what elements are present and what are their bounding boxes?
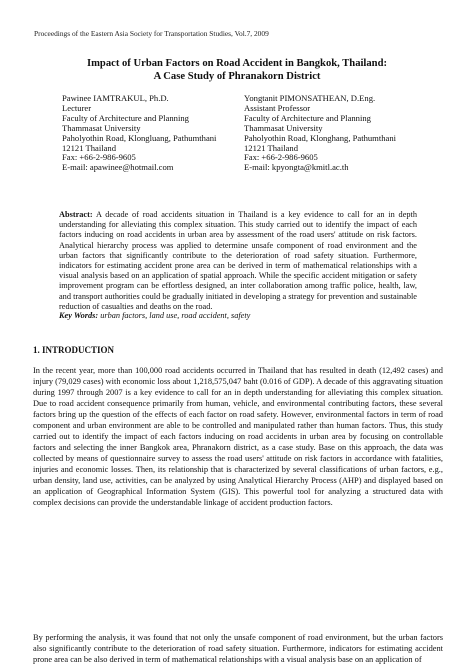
author-faculty: Faculty of Architecture and Planning [62,112,189,123]
author-university: Thammasat University [62,122,141,133]
title-line-1: Impact of Urban Factors on Road Accident in Bangkok, Thailand: [86,58,387,69]
author-position: Assistant Professor [244,102,311,113]
author-position: Lecturer [62,102,92,113]
author-university: Thammasat University [244,122,323,133]
author-block-1 [62,94,216,173]
author-faculty: Faculty of Architecture and Planning [244,112,371,123]
author-fax: Fax: +66-2-986-9605 [62,152,136,163]
abstract-text: A decade of road accidents situation in Thailand is a key evidence to call for an in depth understanding for alleviating this complex situation. This study carried out to identify the impact of each factors inducing on road accidents in urban area by assessment of the road users' attitude on risk factors. Analytical hierarchy process was applied to determine unsafe component of road environment and the urban factors that significantly contribute to the deterioration of road safety situation. Furthermore, indicators for estimating accident prone area can be derived in term of mathematical relationships with a visual analysis based on an application of spatial approach. While the specific accident mitigation or safety improvement program can be effortless designed, an inter collaboration among traffic police, health, law, and transport authorities could be gradually initiated in developing a strategy for prevention and sustainable reduction of casualties and deaths on the road. [59,210,417,311]
body-paragraph-2: By performing the analysis, it was found that not only the unsafe component of road environment, but the urban factors also significantly contribute to the deterioration of road safety situation. Furthermore, indicators for estimating accident prone area can be also derived in term of mathematical relationships with a visual analysis base on an application of [33,633,443,665]
author-postcode: 12121 Thailand [244,142,299,153]
author-email: E-mail: apawinee@hotmail.com [62,162,174,173]
keywords [59,311,250,320]
running-head: Proceedings of the Eastern Asia Society for Transportation Studies, Vol.7, 2009 [34,29,269,38]
paper-title [30,57,444,83]
abstract-label: Abstract: [59,210,93,219]
author-block-2 [244,94,396,173]
section-heading: 1. INTRODUCTION [33,345,115,355]
author-fax: Fax: +66-2-986-9605 [244,152,318,163]
author-email: E-mail: kpyongta@kmitl.ac.th [244,162,349,173]
author-name: Yongtanit PIMONSATHEAN, D.Eng. [244,93,376,103]
author-name: Pawinee IAMTRAKUL, Ph.D. [62,93,169,103]
body-paragraph-1: In the recent year, more than 100,000 road accidents occurred in Thailand that has resulted in death (12,492 cases) and injury (79,029 cases) with economic loss about 1,218,575,047 baht (0.016 of GDP). A decade of this aggravating situation during 1997 through 2007 is a key evidence to call for an in depth understanding for alleviating this complex situation. Due to road accident consequence primarily from human, vehicle, and environmental contributing factors, these several factors bring up the question of the effects of each factor on road safety. However, environmental factors in term of road component and urban environment are able to be controlled and manipulated rather than human factors. Thus, this study carried out to identify the impact of each factors inducing on road accidents in urban area by focusing on controllable factors and selecting the inner Bangkok area, Phranakorn district, as a case study. Base on this approach, the data was collected by means of questionnaire survey to assess the road users' attitude on risk factors in accordance with fatalities, injuries and economic losses. Then, its relationship that is characterized by several classifications of urban factors, e.g., urban density, land use, activities, can be analyzed by using Analytical Hierarchy Process (AHP) and displayed based on an application of Geographical Information System (GIS). This powerful tool for analyzing a structured data with complex decisions can provide the understandable linkage of accident production factors. [33,366,443,508]
title-line-2: A Case Study of Phranakorn District [153,71,321,82]
abstract [59,210,417,312]
author-address: Paholyothin Road, Klongluang, Pathumthani [62,132,217,143]
author-postcode: 12121 Thailand [62,142,117,153]
author-address: Paholyothin Road, Klonghang, Pathumthani [244,132,397,143]
keywords-label: Key Words: [59,311,99,320]
keywords-text: urban factors, land use, road accident, safety [100,311,251,320]
